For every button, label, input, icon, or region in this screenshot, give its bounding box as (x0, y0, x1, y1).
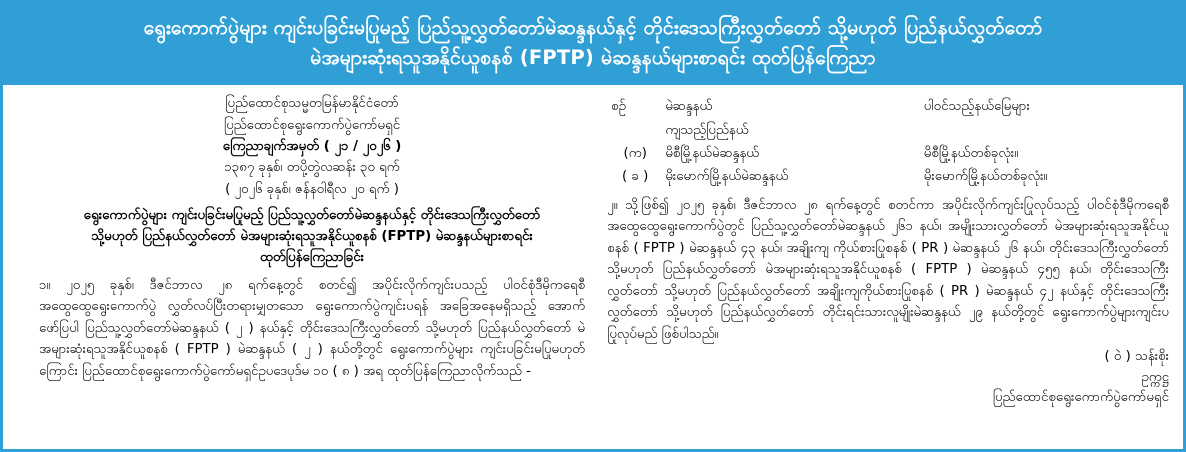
announcement-number: ကြေညာချက်အမှတ် ( ၂၁ / ၂၀၂၆ ) (222, 138, 402, 154)
signature-name: ( ဝဲ ) သန်းစိုး (1104, 349, 1169, 365)
signature-organization: ပြည်ထောင်စုရွေးကောက်ပွဲကော်မရှင် (992, 390, 1169, 406)
row-0-no: (က) (623, 145, 647, 161)
signature-block (607, 347, 1169, 409)
row-1-constituency: မိုးမောက်မြို့နယ်မဲဆန္ဒနယ် (665, 169, 789, 185)
header-area-blank (922, 119, 1169, 142)
document-body (3, 85, 1183, 415)
organization-line-2: ပြည်ထောင်စုရွေးကောက်ပွဲကော်မရှင် (223, 117, 401, 133)
row-0-constituency: မိစီမြို့နယ်မဲဆန္ဒနယ် (665, 145, 760, 161)
row-1-area: မိုးမောက်မြို့နယ်တစ်ခုလုံး။ (923, 169, 1048, 185)
row-1-no: ( ခ ) (622, 169, 649, 185)
table-header-row (607, 95, 1169, 118)
header-area: ပါဝင်သည့်နယ်မြေများ (923, 99, 1030, 115)
table-header-row-sub (607, 119, 1169, 142)
paragraph-2: ၂။ သို့ဖြစ်၍ ၂၀၂၅ ခုနှစ်၊ ဒီဇင်ဘာလ ၂၈ ရက်နေ့တွင် စတင်ကာ အပိုင်းလိုက်ကျင်းပြုလုပ်သည့် ပါဝင်စုံဒီမိုကရေစီအထွေထွေရွေးကောက်ပွဲတွင် ပြည်သူ့လွှတ်တော်မဲဆန္ဒနယ် ၂၆၁ နယ်၊ အမျိုးသားလွှတ်တော် မဲအများဆုံးရသူအနိုင်ယူစနစ် ( FPTP ) မဲဆန္ဒနယ် ၄၃ နယ်၊ အချိုးကျ ကိုယ်စားပြုစနစ် ( PR ) မဲဆန္ဒနယ် ၂၆ နယ်၊ တိုင်းဒေသကြီးလွှတ်တော် သို့မဟုတ် ပြည်နယ်လွှတ်တော် မဲအများဆုံးရသူအနိုင်ယူစနစ် ( FPTP ) မဲဆန္ဒနယ် ၄၅၅ နယ်၊ တိုင်းဒေသကြီးလွှတ်တော် သို့မဟုတ် ပြည်နယ်လွှတ်တော် အချိုးကျကိုယ်စားပြုစနစ် ( PR ) မဲဆန္ဒနယ် ၄၂ နယ်နှင့် တိုင်းဒေသကြီးလွှတ်တော် သို့မဟုတ် ပြည်နယ်လွှတ်တော် တိုင်းရင်းသားလူမျိုးမဲဆန္ဒနယ် ၂၉ နယ်တို့တွင် ရွေးကောက်ပွဲများကျင်းပပြုလုပ်မည် ဖြစ်ပါသည်။ (607, 197, 1169, 342)
paragraph-1-container (39, 275, 585, 383)
header-constituency-sub: ကျသည့်ပြည်နယ် (665, 122, 749, 138)
document-title (39, 205, 585, 269)
title-line-1: ရွေးကောက်ပွဲများ ကျင်းပခြင်းမပြုမည့် ပြည်သူ့လွှတ်တော်မဲဆန္ဒနယ်နှင့် တိုင်းဒေသကြီးလွှတ်တော် (83, 207, 541, 223)
signature-position: ဥက္ကဋ္ဌ (1141, 369, 1169, 385)
constituency-table (607, 95, 1169, 188)
issuer-heading (39, 93, 585, 199)
date-gregorian: ( ၂၀၂၆ ခုနှစ်၊ ဇန်နဝါရီလ ၂၀ ရက် ) (225, 181, 399, 197)
table-row (607, 142, 1169, 165)
banner-title-line-2: မဲအများဆုံးရသူအနိုင်ယူစနစ် (FPTP) မဲဆန္ဒနယ်များစာရင်း ထုတ်ပြန်ကြေညာ (310, 46, 876, 70)
left-column (17, 93, 585, 409)
organization-line-1: ပြည်ထောင်စုသမ္မတမြန်မာနိုင်ငံတော် (225, 96, 399, 112)
header-no-blank (607, 119, 663, 142)
document-banner (3, 3, 1183, 85)
banner-title-line-1: ရွေးကောက်ပွဲများ ကျင်းပခြင်းမပြုမည့် ပြည်သူ့လွှတ်တော်မဲဆန္ဒနယ်နှင့် တိုင်းဒေသကြီးလွှတ်တော် သို့မဟုတ် ပြည်နယ်လွှတ်တော် (143, 16, 1043, 39)
header-no: စဉ် (611, 99, 626, 115)
title-line-2: သို့မဟုတ် ပြည်နယ်လွှတ်တော် မဲအများဆုံးရသူအနိုင်ယူစနစ် (FPTP) မဲဆန္ဒနယ်များစာရင်း (91, 229, 533, 245)
paragraph-2-container (607, 195, 1169, 346)
right-column (601, 93, 1169, 409)
header-constituency: မဲဆန္ဒနယ် (665, 99, 713, 115)
title-line-3: ထုတ်ပြန်ကြေညာခြင်း (260, 250, 365, 266)
table-row (607, 165, 1169, 188)
paragraph-1: ၁။ ၂၀၂၅ ခုနှစ်၊ ဒီဇင်ဘာလ ၂၈ ရက်နေ့တွင် စတင်၍ အပိုင်းလိုက်ကျင်းပသည့် ပါဝင်စုံဒီမိုကရေစီအထွေထွေရွေးကောက်ပွဲ လွှတ်လပ်ပြီးတရားမျှတသော ရွေးကောက်ပွဲကျင်းပရန် အခြေအနေမရှိသည့် အောက်ဖော်ပြပါ ပြည်သူ့လွှတ်တော်မဲဆန္ဒနယ် ( ၂ ) နယ်နှင့် တိုင်းဒေသကြီးလွှတ်တော် သို့မဟုတ် ပြည်နယ်လွှတ်တော် မဲအများဆုံးရသူအနိုင်ယူစနစ် ( FPTP ) မဲဆန္ဒနယ် ( ၂ ) နယ်တို့တွင် ရွေးကောက်ပွဲများ ကျင်းပခြင်းမပြုမဟုတ်ကြောင်း ပြည်ထောင်စုရွေးကောက်ပွဲကော်မရှင်ဥပဒေပုဒ်မ ၁၀ ( ၈ ) အရ ထုတ်ပြန်ကြေညာလိုက်သည် - (39, 277, 586, 379)
row-0-area: မိစီမြို့နယ်တစ်ခုလုံး။ (923, 145, 1019, 161)
date-myanmar-era: ၁၃၈၇ ခုနှစ်၊ တပို့တွဲလဆန်း ၃၀ ရက် (224, 160, 400, 176)
